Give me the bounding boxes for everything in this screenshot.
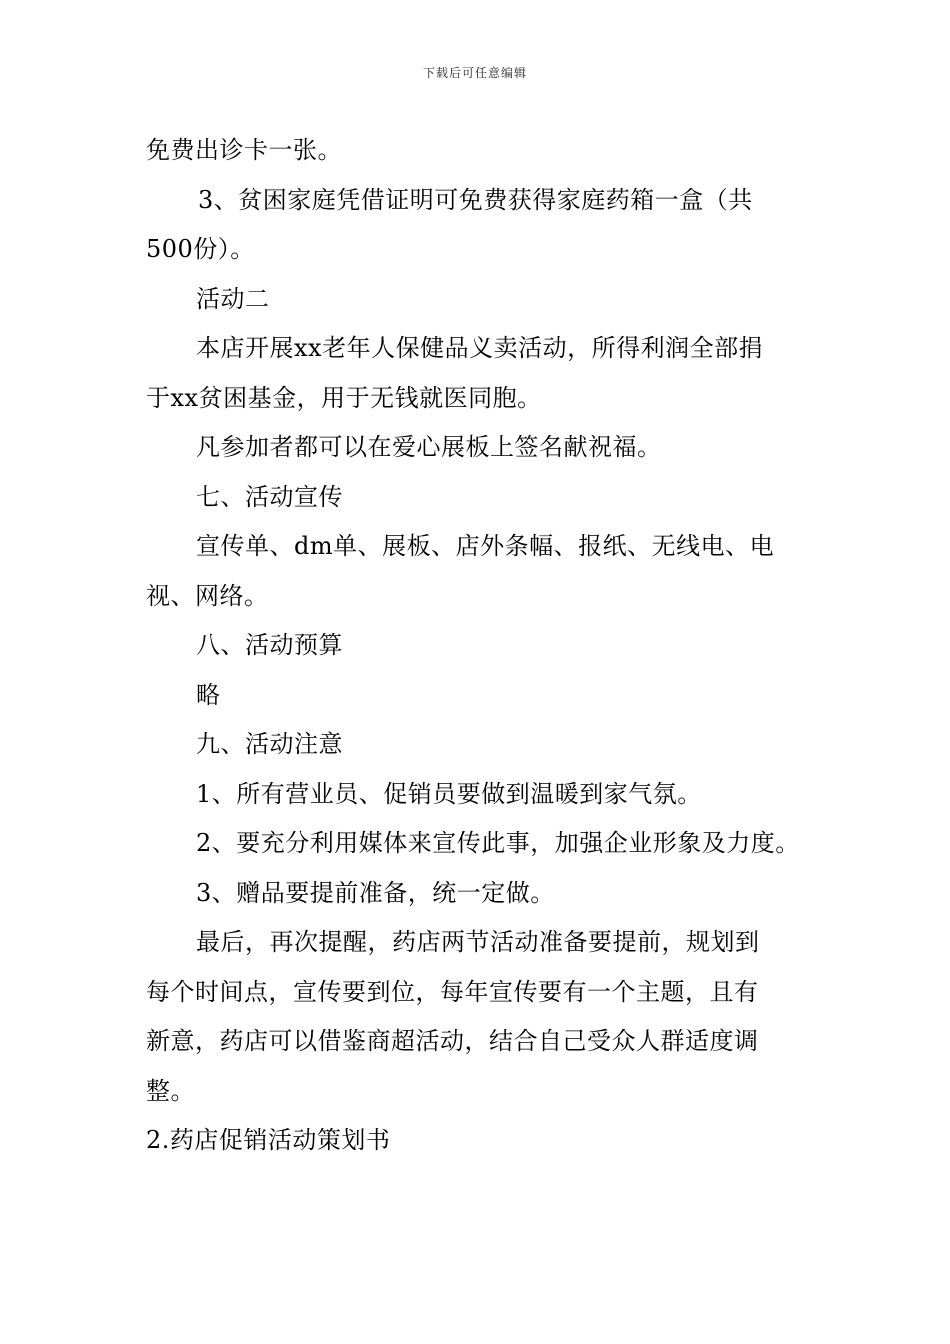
paragraph-3 [146,275,808,325]
paragraph-5 [146,423,808,473]
list-item: 3、赠品要提前准备，统一定做。 [196,878,555,907]
text-line: 宣传单、dm单、展板、店外条幅、报纸、无线电、电 [196,532,775,560]
paragraph-1 [146,126,808,176]
text-line: 每个时间点，宣传要到位，每年宣传要有一个主题，且有 [146,977,759,1006]
paragraph-11 [146,770,808,820]
paragraph-6 [146,473,808,523]
text-line: 最后，再次提醒，药店两节活动准备要提前，规划到 [196,928,760,956]
paragraph-15 [146,1116,808,1166]
text-line: 整。 [146,1076,195,1105]
section-heading: 九、活动注意 [196,730,343,758]
section-label: 活动二 [196,284,270,313]
list-item: 1、所有营业员、促销员要做到温暖到家气氛。 [196,779,702,808]
text-line: 凡参加者都可以在爱心展板上签名献祝福。 [196,433,662,461]
paragraph-13 [146,869,808,919]
text-line: 略 [196,680,221,709]
section-heading: 八、活动预算 [196,631,343,659]
text-line: 免费出诊卡一张。 [146,136,342,164]
paragraph-10 [146,720,808,770]
paragraph-8 [146,621,808,671]
paragraph-14 [146,918,808,1116]
document-body [146,126,808,1166]
section-title: 2.药店促销活动策划书 [146,1126,391,1154]
paragraph-7 [146,522,808,621]
paragraph-4 [146,324,808,423]
text-line: 视、网络。 [146,581,269,610]
page-header-note: 下载后可任意编辑 [422,66,527,80]
list-item: 2、要充分利用媒体来宣传此事，加强企业形象及力度。 [196,829,800,857]
text-line: 本店开展xx老年人保健品义卖活动，所得利润全部捐 [196,334,764,362]
text-line: 500份）。 [146,235,255,263]
paragraph-2 [146,176,808,275]
section-heading: 七、活动宣传 [196,482,343,511]
text-line: 3、贫困家庭凭借证明可免费获得家庭药箱一盒（共 [198,185,753,214]
text-line: 于xx贫困基金，用于无钱就医同胞。 [146,383,542,412]
paragraph-12 [146,819,808,869]
paragraph-9 [146,671,808,721]
text-line: 新意，药店可以借鉴商超活动，结合自己受众人群适度调 [146,1027,759,1055]
